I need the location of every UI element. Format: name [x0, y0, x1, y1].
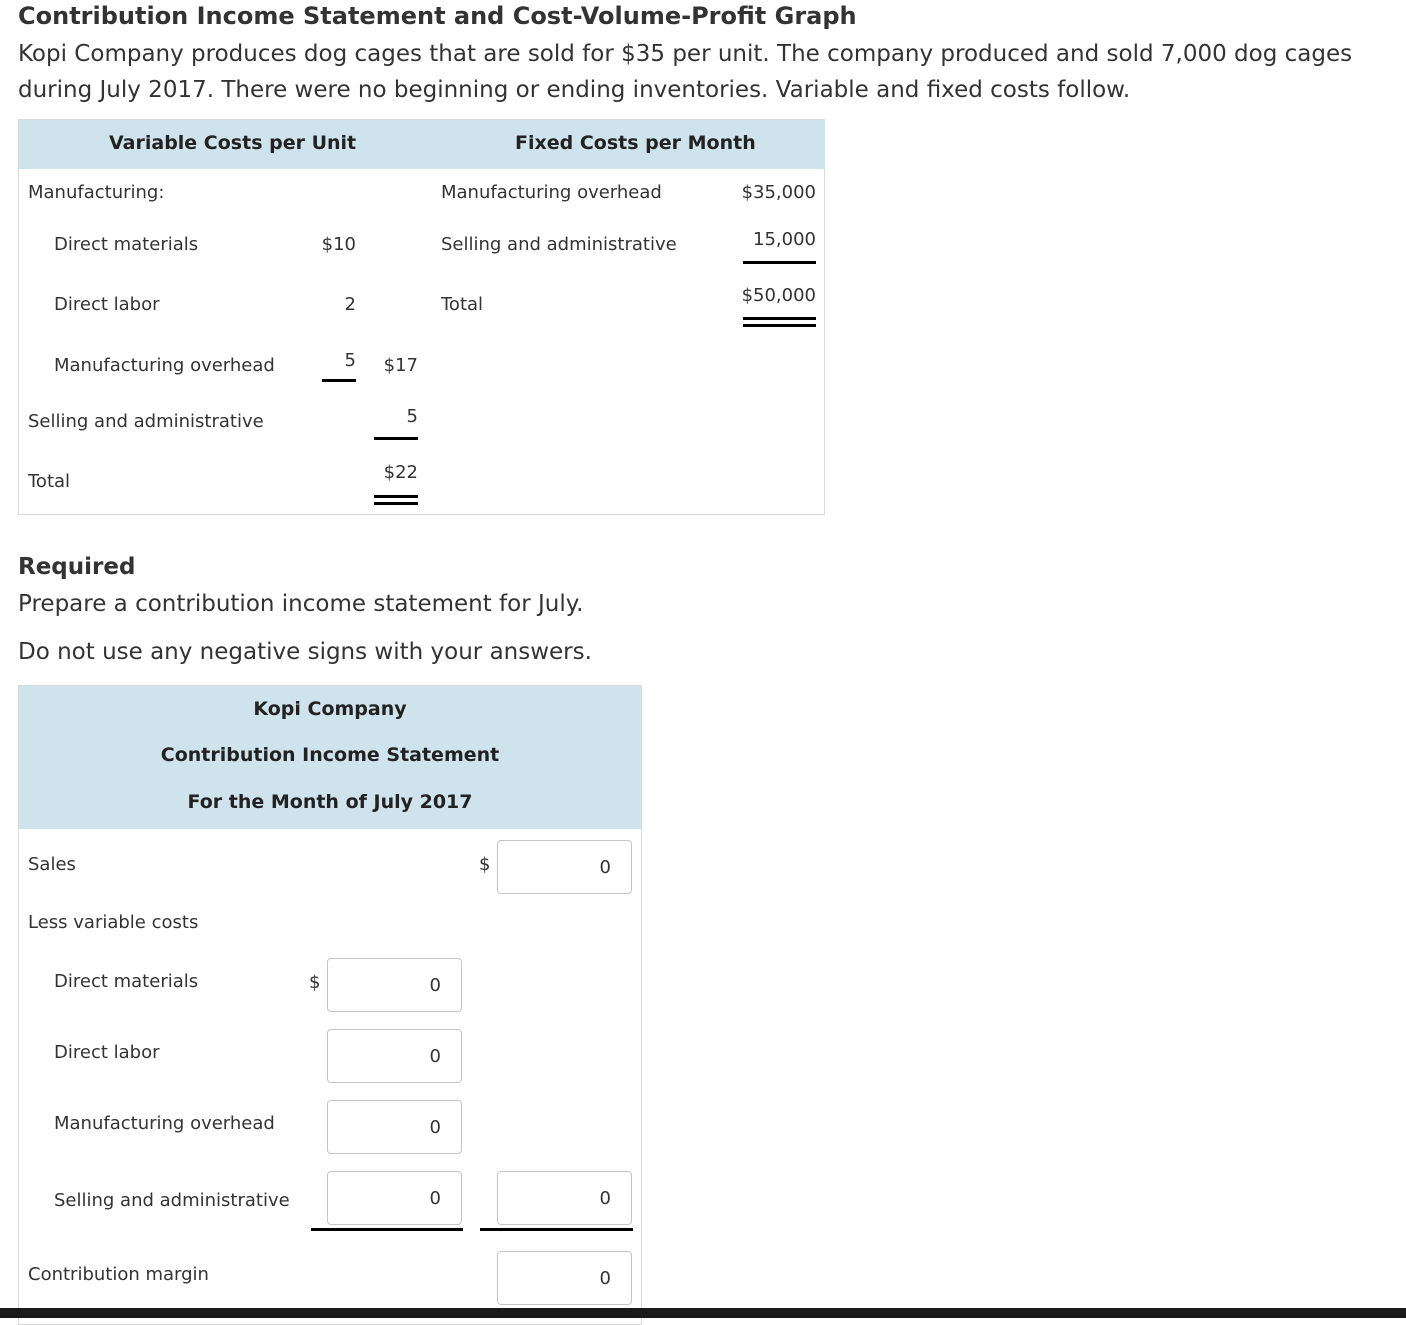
sales-dollar-sign: $ — [479, 854, 491, 875]
mfg-overhead-underline — [322, 379, 356, 382]
page-title: Contribution Income Statement and Cost-Volume-Profit Graph — [18, 2, 857, 30]
fixed-costs-header: Fixed Costs per Month — [515, 132, 756, 154]
mfg-overhead-label: Manufacturing overhead — [54, 355, 275, 376]
direct-materials-input[interactable] — [327, 958, 462, 1012]
direct-labor-value: 2 — [344, 294, 356, 315]
statement-company: Kopi Company — [253, 698, 407, 720]
stmt-selling-admin-label: Selling and administrative — [54, 1190, 290, 1211]
selling-admin-underline — [374, 437, 418, 440]
window-bottom-edge — [0, 1308, 1406, 1318]
manufacturing-label: Manufacturing: — [28, 182, 165, 203]
sales-input[interactable] — [497, 840, 632, 894]
direct-materials-value: $10 — [321, 234, 356, 255]
variable-costs-header: Variable Costs per Unit — [109, 132, 357, 154]
mfg-subtotal-value: $17 — [383, 355, 418, 376]
stmt-mfg-overhead-label: Manufacturing overhead — [54, 1113, 275, 1134]
costs-table — [18, 119, 825, 515]
total-label: Total — [28, 471, 71, 492]
fixed-selling-admin-underline — [743, 261, 816, 264]
less-variable-costs-label: Less variable costs — [28, 912, 199, 933]
direct-labor-input[interactable] — [327, 1029, 462, 1083]
variable-costs-underline — [311, 1228, 463, 1231]
fixed-total-value: $50,000 — [741, 285, 816, 306]
mfg-overhead-input[interactable] — [327, 1100, 462, 1154]
stmt-direct-materials-label: Direct materials — [54, 971, 199, 992]
problem-intro: Kopi Company produces dog cages that are sold for $35 per unit. The company produced and sold 7,000 dog cages during July 2017. There were no beginning or ending inventories. Variable and fixed costs follow. — [18, 41, 1353, 103]
sales-label: Sales — [28, 854, 76, 875]
fixed-mfg-overhead-label: Manufacturing overhead — [441, 182, 662, 203]
total-double-underline-bottom — [374, 502, 418, 505]
fixed-total-double-underline-bottom — [743, 324, 816, 327]
direct-labor-label: Direct labor — [54, 294, 160, 315]
total-value: $22 — [383, 462, 418, 483]
selling-admin-value: 5 — [406, 406, 418, 427]
direct-materials-label: Direct materials — [54, 234, 199, 255]
total-double-underline-top — [374, 495, 418, 498]
fixed-selling-admin-value: 15,000 — [753, 229, 816, 250]
stmt-direct-labor-label: Direct labor — [54, 1042, 160, 1063]
contribution-margin-input[interactable] — [497, 1251, 632, 1305]
required-heading: Required — [18, 554, 136, 580]
statement-period: For the Month of July 2017 — [187, 791, 473, 813]
total-variable-costs-input[interactable] — [497, 1171, 632, 1225]
fixed-total-label: Total — [441, 294, 484, 315]
fixed-total-double-underline-top — [743, 317, 816, 320]
fixed-mfg-overhead-value: $35,000 — [741, 182, 816, 203]
mfg-overhead-value: 5 — [344, 350, 356, 371]
required-note: Do not use any negative signs with your answers. — [18, 639, 592, 665]
dm-dollar-sign: $ — [309, 972, 321, 993]
fixed-selling-admin-label: Selling and administrative — [441, 234, 677, 255]
selling-admin-input[interactable] — [327, 1171, 462, 1225]
selling-admin-label: Selling and administrative — [28, 411, 264, 432]
statement-title: Contribution Income Statement — [160, 744, 500, 766]
total-variable-underline — [480, 1228, 633, 1231]
contribution-margin-label: Contribution margin — [28, 1264, 209, 1285]
required-instruction: Prepare a contribution income statement for July. — [18, 591, 584, 617]
